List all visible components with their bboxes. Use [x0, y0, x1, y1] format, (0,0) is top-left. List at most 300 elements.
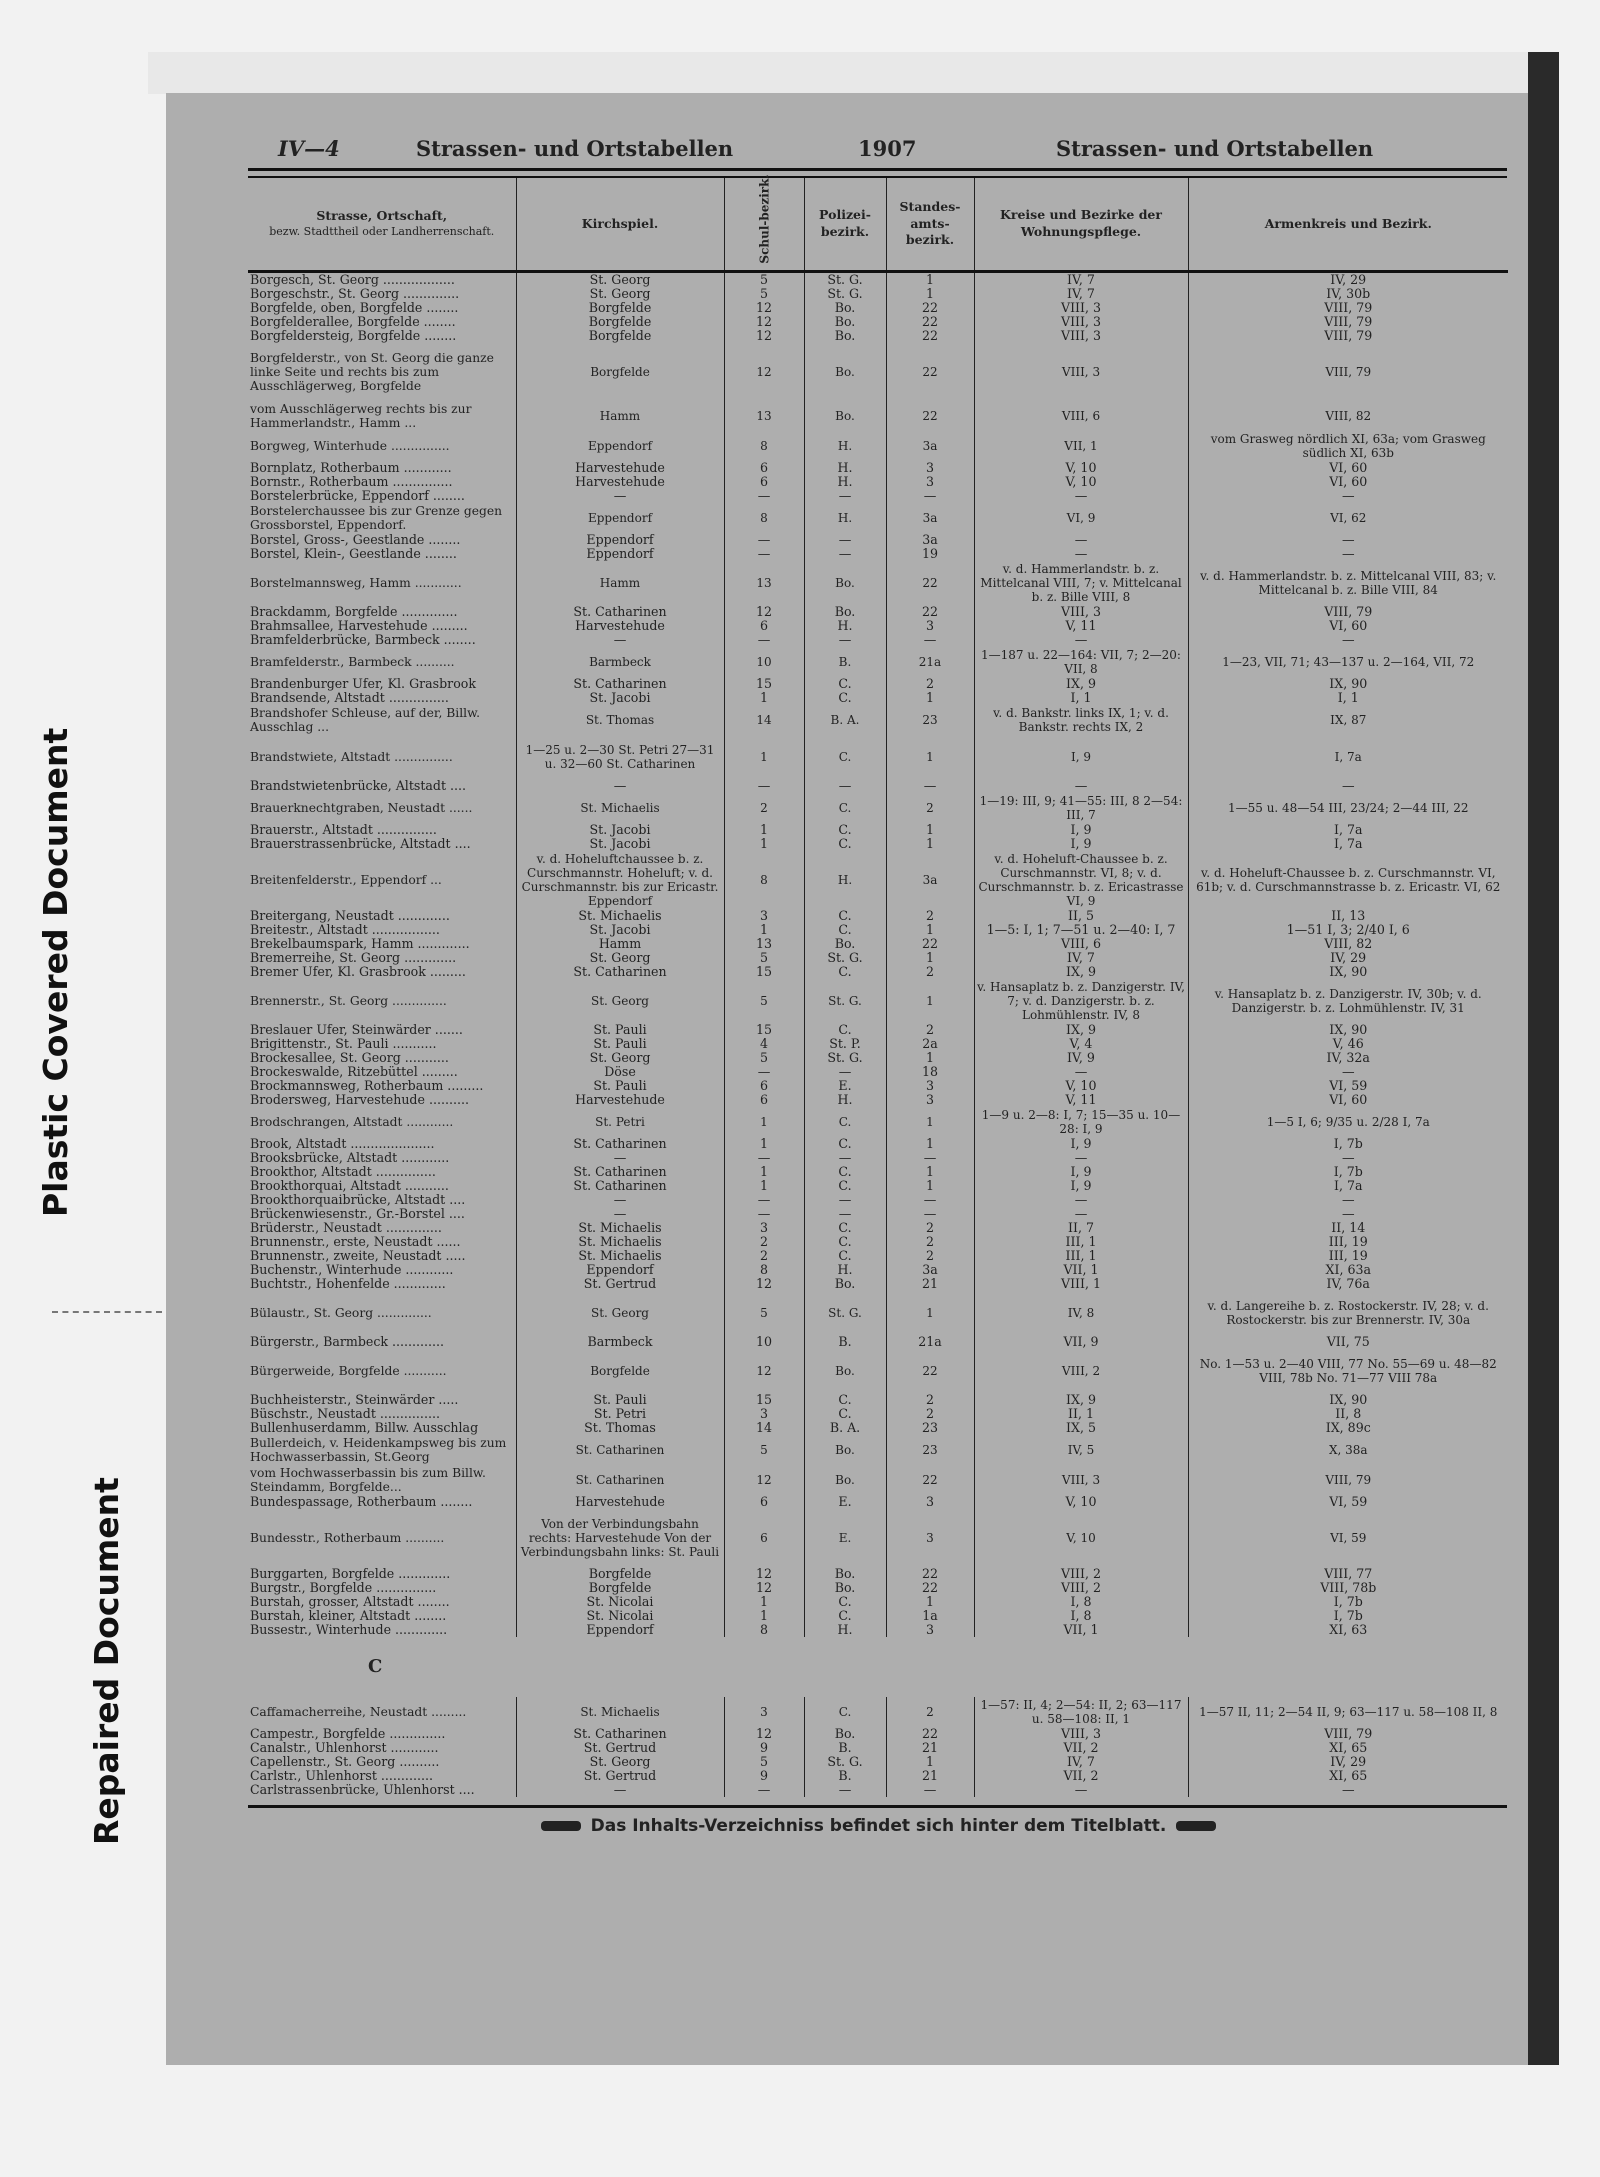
parish-cell: St. Georg: [516, 1051, 724, 1065]
districts-cell: I, 1: [974, 691, 1188, 705]
street-cell: Bramfelderstr., Barmbeck ..........: [248, 647, 516, 677]
districts-cell: I, 9: [974, 735, 1188, 779]
police-cell: —: [804, 1193, 886, 1207]
table-row: [248, 343, 1508, 401]
districts-cell: —: [974, 1065, 1188, 1079]
registry-cell: 2: [886, 1221, 974, 1235]
street-cell: Brook, Altstadt .....................: [248, 1137, 516, 1151]
poor-cell: VI, 60: [1329, 461, 1368, 475]
parish-cell: St. Thomas: [516, 1421, 724, 1435]
school-cell: 5: [724, 979, 804, 1023]
police-cell: Bo.: [804, 401, 886, 431]
districts-cell: I, 8: [974, 1595, 1188, 1609]
registry-cell: 1: [886, 1179, 974, 1193]
street-cell: Brekelbaumspark, Hamm .............: [248, 937, 516, 951]
table-row: [248, 937, 1508, 951]
districts-cell: VIII, 2: [974, 1349, 1188, 1393]
parish-cell: St. Georg: [516, 1291, 724, 1335]
registry-cell: —: [886, 633, 974, 647]
poor-cell: VIII, 79: [1325, 365, 1372, 379]
parish-cell: —: [516, 1193, 724, 1207]
school-cell: 12: [724, 1349, 804, 1393]
registry-cell: 2: [886, 677, 974, 691]
registry-cell: 22: [886, 401, 974, 431]
registry-cell: 3: [886, 619, 974, 633]
police-cell: Bo.: [804, 343, 886, 401]
school-cell: 8: [724, 431, 804, 461]
school-cell: 12: [724, 315, 804, 329]
school-cell: 1: [724, 1179, 804, 1193]
table-row: [248, 1107, 1508, 1137]
school-cell: 9: [724, 1741, 804, 1755]
districts-cell: —: [974, 633, 1188, 647]
school-cell: 9: [724, 1769, 804, 1783]
school-cell: 13: [724, 401, 804, 431]
districts-cell: —: [974, 779, 1188, 793]
police-cell: B. A.: [804, 705, 886, 735]
parish-cell: St. Gertrud: [516, 1741, 724, 1755]
districts-cell: IV, 7: [974, 287, 1188, 301]
parish-cell: St. Jacobi: [516, 691, 724, 705]
school-cell: 5: [724, 287, 804, 301]
parish-cell: Hamm: [516, 401, 724, 431]
table-row: [248, 401, 1508, 431]
districts-cell: v. d. Hammerlandstr. b. z. Mittelcanal VIII, 7; v. Mittelcanal b. z. Bille VIII, 8: [974, 561, 1188, 605]
table-row: [248, 1221, 1508, 1235]
districts-cell: VIII, 3: [974, 315, 1188, 329]
poor-cell: —: [1341, 633, 1355, 647]
districts-cell: —: [974, 547, 1188, 561]
police-cell: E.: [804, 1079, 886, 1093]
poor-cell: VI, 62: [1330, 511, 1367, 525]
parish-cell: St. Pauli: [516, 1037, 724, 1051]
parish-cell: Eppendorf: [516, 503, 724, 533]
registry-cell: 1: [886, 837, 974, 851]
page-number: IV—4: [278, 136, 340, 161]
registry-cell: —: [886, 1207, 974, 1221]
districts-cell: VIII, 6: [974, 937, 1188, 951]
poor-cell: III, 19: [1328, 1235, 1368, 1249]
districts-cell: I, 9: [974, 1165, 1188, 1179]
poor-cell: VIII, 78b: [1320, 1581, 1377, 1595]
poor-cell: IX, 90: [1329, 1023, 1368, 1037]
school-cell: 5: [724, 1051, 804, 1065]
police-cell: —: [804, 1783, 886, 1797]
districts-cell: 1—5: I, 1; 7—51 u. 2—40: I, 7: [974, 923, 1188, 937]
districts-cell: IX, 9: [974, 1393, 1188, 1407]
parish-cell: Harvestehude: [516, 461, 724, 475]
street-cell: Borgfelde, oben, Borgfelde ........: [248, 301, 516, 315]
table-row: [248, 979, 1508, 1023]
parish-cell: Barmbeck: [516, 647, 724, 677]
table-row: [248, 793, 1508, 823]
police-cell: C.: [804, 1179, 886, 1193]
school-cell: 1: [724, 735, 804, 779]
districts-cell: v. Hansaplatz b. z. Danzigerstr. IV, 7; v. d. Danzigerstr. b. z. Lohmühlenstr. IV, 8: [974, 979, 1188, 1023]
table-row: [248, 1697, 1508, 1727]
registry-cell: 2: [886, 909, 974, 923]
street-cell: Capellenstr., St. Georg ..........: [248, 1755, 516, 1769]
police-cell: —: [804, 633, 886, 647]
parish-cell: St. Catharinen: [516, 1465, 724, 1495]
poor-cell: IX, 90: [1329, 1393, 1368, 1407]
districts-cell: II, 7: [974, 1221, 1188, 1235]
registry-cell: 3a: [886, 503, 974, 533]
parish-cell: Eppendorf: [516, 1623, 724, 1637]
street-cell: Brandenburger Ufer, Kl. Grasbrook: [248, 677, 516, 691]
divider-dashed: [52, 1311, 162, 1313]
registry-cell: 2: [886, 1023, 974, 1037]
registry-cell: 1: [886, 1755, 974, 1769]
registry-cell: 23: [886, 1421, 974, 1435]
section-letter: C: [368, 1656, 383, 1677]
school-cell: 12: [724, 1465, 804, 1495]
parish-cell: St. Jacobi: [516, 837, 724, 851]
police-cell: C.: [804, 1393, 886, 1407]
school-cell: 3: [724, 1697, 804, 1727]
poor-cell: VIII, 77: [1324, 1567, 1373, 1581]
police-cell: E.: [804, 1495, 886, 1509]
police-cell: St. G.: [804, 1051, 886, 1065]
school-cell: 1: [724, 823, 804, 837]
table-row: [248, 633, 1508, 647]
registry-cell: 18: [886, 1065, 974, 1079]
col-police-header: Polizei-bezirk.: [804, 178, 886, 272]
police-cell: C.: [804, 923, 886, 937]
districts-cell: VI, 9: [974, 503, 1188, 533]
police-cell: C.: [804, 1221, 886, 1235]
table-row: [248, 1207, 1508, 1221]
districts-cell: VII, 2: [974, 1769, 1188, 1783]
street-cell: Breitenfelderstr., Eppendorf ...: [248, 851, 516, 909]
poor-cell: v. Hansaplatz b. z. Danzigerstr. IV, 30b; v. d. Danzigerstr. b. z. Lohmühlenstr. IV, 31: [1214, 987, 1482, 1015]
parish-cell: Borgfelde: [516, 1567, 724, 1581]
parish-cell: St. Georg: [516, 1755, 724, 1769]
registry-cell: 22: [886, 301, 974, 315]
poor-cell: VIII, 79: [1324, 1727, 1373, 1741]
police-cell: St. G.: [804, 287, 886, 301]
registry-cell: —: [886, 1151, 974, 1165]
poor-cell: v. d. Langereihe b. z. Rostockerstr. IV, 28; v. d. Rostockerstr. bis zur Brennerstr. IV, 30a: [1207, 1299, 1489, 1327]
districts-cell: VIII, 3: [974, 1465, 1188, 1495]
street-cell: Brückenwiesenstr., Gr.-Borstel ....: [248, 1207, 516, 1221]
school-cell: —: [724, 633, 804, 647]
street-cell: Buchenstr., Winterhude ............: [248, 1263, 516, 1277]
registry-cell: 3a: [886, 533, 974, 547]
table-row: [248, 1291, 1508, 1335]
table-row: [248, 1769, 1508, 1783]
police-cell: B. A.: [804, 1421, 886, 1435]
poor-cell: VI, 59: [1330, 1531, 1367, 1545]
parish-cell: Borgfelde: [516, 343, 724, 401]
street-cell: Breitestr., Altstadt .................: [248, 923, 516, 937]
table-row: [248, 329, 1508, 343]
parish-cell: St. Michaelis: [516, 793, 724, 823]
parish-cell: Barmbeck: [516, 1335, 724, 1349]
registry-cell: 2: [886, 965, 974, 979]
school-cell: 14: [724, 705, 804, 735]
poor-cell: IV, 29: [1330, 272, 1367, 287]
school-cell: 6: [724, 1509, 804, 1567]
registry-cell: 22: [886, 343, 974, 401]
street-cell: Burstah, grosser, Altstadt ........: [248, 1595, 516, 1609]
poor-cell: VIII, 82: [1324, 937, 1373, 951]
poor-cell: v. d. Hammerlandstr. b. z. Mittelcanal VIII, 83; v. Mittelcanal b. z. Bille VIII, 84: [1200, 569, 1497, 597]
school-cell: 6: [724, 619, 804, 633]
registry-cell: 3: [886, 1093, 974, 1107]
table-row: [248, 1037, 1508, 1051]
pointing-hand-left-icon: [541, 1821, 581, 1831]
table-row: [248, 691, 1508, 705]
parish-cell: Borgfelde: [516, 315, 724, 329]
poor-cell: VII, 75: [1326, 1335, 1370, 1349]
street-cell: Brunnenstr., zweite, Neustadt .....: [248, 1249, 516, 1263]
school-cell: 6: [724, 475, 804, 489]
registry-cell: 22: [886, 937, 974, 951]
street-cell: Brookthorquaibrücke, Altstadt ....: [248, 1193, 516, 1207]
poor-cell: vom Grasweg nördlich XI, 63a; vom Grasweg südlich XI, 63b: [1210, 432, 1486, 460]
districts-cell: VIII, 3: [974, 605, 1188, 619]
police-cell: C.: [804, 691, 886, 705]
parish-cell: Hamm: [516, 561, 724, 605]
school-cell: 13: [724, 561, 804, 605]
districts-cell: V, 10: [974, 461, 1188, 475]
registry-cell: 22: [886, 1581, 974, 1595]
school-cell: 1: [724, 837, 804, 851]
registry-cell: 2a: [886, 1037, 974, 1051]
parish-cell: St. Michaelis: [516, 909, 724, 923]
school-cell: —: [724, 779, 804, 793]
pointing-hand-right-icon: [1176, 1821, 1216, 1831]
table-row: [248, 677, 1508, 691]
school-cell: 5: [724, 272, 804, 288]
col-street-header: Strasse, Ortschaft, bezw. Stadttheil oder Landherrenschaft.: [248, 178, 516, 272]
districts-cell: I, 8: [974, 1609, 1188, 1623]
districts-cell: 1—9 u. 2—8: I, 7; 15—35 u. 10—28: I, 9: [974, 1107, 1188, 1137]
parish-cell: Borgfelde: [516, 1349, 724, 1393]
poor-cell: I, 7b: [1333, 1137, 1363, 1151]
districts-cell: VIII, 3: [974, 301, 1188, 315]
poor-cell: —: [1341, 1151, 1355, 1165]
police-cell: St. P.: [804, 1037, 886, 1051]
school-cell: 1: [724, 1137, 804, 1151]
school-cell: 12: [724, 343, 804, 401]
registry-cell: 1: [886, 1107, 974, 1137]
street-cell: Burstah, kleiner, Altstadt ........: [248, 1609, 516, 1623]
street-cell: Carlstrassenbrücke, Uhlenhorst ....: [248, 1783, 516, 1797]
school-cell: 2: [724, 1235, 804, 1249]
table-row: [248, 561, 1508, 605]
school-cell: 3: [724, 1407, 804, 1421]
police-cell: C.: [804, 1249, 886, 1263]
table-row: [248, 1783, 1508, 1797]
poor-cell: I, 7b: [1333, 1609, 1363, 1623]
police-cell: Bo.: [804, 1349, 886, 1393]
registry-cell: 21: [886, 1277, 974, 1291]
table-row: [248, 1335, 1508, 1349]
table-row: [248, 1193, 1508, 1207]
table-row: [248, 1093, 1508, 1107]
table-header: [248, 174, 1508, 272]
table-row: [248, 1179, 1508, 1193]
parish-cell: St. Jacobi: [516, 923, 724, 937]
table-row: [248, 315, 1508, 329]
header-rule: [248, 168, 1507, 178]
street-cell: Bülaustr., St. Georg ..............: [248, 1291, 516, 1335]
school-cell: 1: [724, 923, 804, 937]
registry-cell: 3: [886, 1623, 974, 1637]
table-row: [248, 779, 1508, 793]
police-cell: C.: [804, 1609, 886, 1623]
parish-cell: —: [516, 1151, 724, 1165]
street-cell: Bussestr., Winterhude .............: [248, 1623, 516, 1637]
plastic-covered-label: Plastic Covered Document: [36, 727, 75, 1217]
parish-cell: v. d. Hoheluftchaussee b. z. Curschmannstr. Hoheluft; v. d. Curschmannstr. bis zur Ericastr. Eppendorf: [516, 851, 724, 909]
parish-cell: St. Catharinen: [516, 1435, 724, 1465]
districts-cell: VIII, 1: [974, 1277, 1188, 1291]
police-cell: —: [804, 779, 886, 793]
parish-cell: St. Petri: [516, 1407, 724, 1421]
school-cell: 8: [724, 851, 804, 909]
registry-cell: 2: [886, 1249, 974, 1263]
police-cell: Bo.: [804, 1277, 886, 1291]
police-cell: B.: [804, 1335, 886, 1349]
street-cell: Bramfelderbrücke, Barmbeck ........: [248, 633, 516, 647]
poor-cell: I, 7b: [1333, 1595, 1363, 1609]
districts-cell: —: [974, 533, 1188, 547]
footer-rule: [248, 1805, 1507, 1812]
poor-cell: IV, 30b: [1326, 287, 1371, 301]
school-cell: —: [724, 1783, 804, 1797]
districts-cell: v. d. Bankstr. links IX, 1; v. d. Bankstr. rechts IX, 2: [974, 705, 1188, 735]
poor-cell: I, 7a: [1333, 823, 1363, 837]
school-cell: 1: [724, 1165, 804, 1179]
table-row: [248, 923, 1508, 937]
districts-cell: II, 5: [974, 909, 1188, 923]
parish-cell: St. Nicolai: [516, 1609, 724, 1623]
registry-cell: 1: [886, 979, 974, 1023]
parish-cell: Hamm: [516, 937, 724, 951]
registry-cell: 2: [886, 1393, 974, 1407]
parish-cell: St. Catharinen: [516, 605, 724, 619]
districts-cell: VIII, 2: [974, 1581, 1188, 1595]
school-cell: 15: [724, 1023, 804, 1037]
table-row: [248, 1277, 1508, 1291]
poor-cell: —: [1341, 1207, 1355, 1221]
districts-cell: IV, 8: [974, 1291, 1188, 1335]
street-cell: Bürgerstr., Barmbeck .............: [248, 1335, 516, 1349]
districts-cell: V, 10: [974, 1509, 1188, 1567]
table-row: [248, 605, 1508, 619]
table-row: [248, 533, 1508, 547]
registry-cell: 1: [886, 287, 974, 301]
registry-cell: 3: [886, 1495, 974, 1509]
police-cell: H.: [804, 1263, 886, 1277]
parish-cell: St. Michaelis: [516, 1235, 724, 1249]
registry-cell: 1: [886, 272, 974, 288]
parish-cell: —: [516, 1783, 724, 1797]
street-cell: Brauerstrassenbrücke, Altstadt ....: [248, 837, 516, 851]
parish-cell: St. Georg: [516, 979, 724, 1023]
school-cell: 8: [724, 1263, 804, 1277]
districts-cell: VII, 2: [974, 1741, 1188, 1755]
police-cell: St. G.: [804, 1755, 886, 1769]
table-row: [248, 619, 1508, 633]
street-cell: Breslauer Ufer, Steinwärder .......: [248, 1023, 516, 1037]
parish-cell: Harvestehude: [516, 1093, 724, 1107]
poor-cell: VI, 60: [1329, 619, 1368, 633]
police-cell: C.: [804, 793, 886, 823]
parish-cell: Harvestehude: [516, 619, 724, 633]
parish-cell: St. Thomas: [516, 705, 724, 735]
parish-cell: —: [516, 633, 724, 647]
street-cell: Borstelerbrücke, Eppendorf ........: [248, 489, 516, 503]
poor-cell: V, 46: [1332, 1037, 1364, 1051]
col-parish-header: Kirchspiel.: [516, 178, 724, 272]
parish-cell: 1—25 u. 2—30 St. Petri 27—31 u. 32—60 St. Catharinen: [516, 735, 724, 779]
poor-cell: II, 13: [1331, 909, 1366, 923]
parish-cell: St. Gertrud: [516, 1277, 724, 1291]
table-row: [248, 1595, 1508, 1609]
registry-cell: —: [886, 1783, 974, 1797]
repaired-label: Repaired Document: [87, 1477, 126, 1845]
poor-cell: No. 1—53 u. 2—40 VIII, 77 No. 55—69 u. 48—82 VIII, 78b No. 71—77 VIII 78a: [1199, 1357, 1497, 1385]
districts-cell: VIII, 3: [974, 343, 1188, 401]
police-cell: C.: [804, 837, 886, 851]
police-cell: C.: [804, 677, 886, 691]
poor-cell: VI, 59: [1329, 1495, 1368, 1509]
table-row: [248, 1567, 1508, 1581]
table-row: [248, 735, 1508, 779]
poor-cell: I, 1: [1337, 691, 1359, 705]
districts-cell: V, 10: [974, 1495, 1188, 1509]
districts-cell: IX, 9: [974, 677, 1188, 691]
header-year: 1907: [858, 136, 917, 161]
police-cell: H.: [804, 475, 886, 489]
districts-cell: I, 9: [974, 1179, 1188, 1193]
poor-cell: I, 7a: [1333, 1179, 1363, 1193]
table-row: [248, 951, 1508, 965]
poor-cell: VIII, 82: [1325, 409, 1372, 423]
police-cell: Bo.: [804, 937, 886, 951]
school-cell: 15: [724, 677, 804, 691]
table-row: [248, 301, 1508, 315]
scan-binding-edge: [1528, 52, 1559, 2065]
police-cell: C.: [804, 1595, 886, 1609]
police-cell: H.: [804, 1623, 886, 1637]
districts-cell: VIII, 6: [974, 401, 1188, 431]
street-cell: Burgstr., Borgfelde ...............: [248, 1581, 516, 1595]
parish-cell: Eppendorf: [516, 533, 724, 547]
street-cell: Brigittenstr., St. Pauli ...........: [248, 1037, 516, 1051]
table-row: [248, 1509, 1508, 1567]
school-cell: 6: [724, 1495, 804, 1509]
parish-cell: St. Michaelis: [516, 1249, 724, 1263]
police-cell: H.: [804, 1093, 886, 1107]
street-cell: Brockesallee, St. Georg ...........: [248, 1051, 516, 1065]
school-cell: —: [724, 547, 804, 561]
parish-cell: Eppendorf: [516, 1263, 724, 1277]
table-row: [248, 851, 1508, 909]
registry-cell: 1: [886, 823, 974, 837]
police-cell: H.: [804, 619, 886, 633]
parish-cell: St. Nicolai: [516, 1595, 724, 1609]
police-cell: C.: [804, 909, 886, 923]
poor-cell: —: [1341, 533, 1355, 547]
street-cell: Brooksbrücke, Altstadt ............: [248, 1151, 516, 1165]
section-letter-row: [248, 1637, 1508, 1697]
parish-cell: Harvestehude: [516, 1495, 724, 1509]
